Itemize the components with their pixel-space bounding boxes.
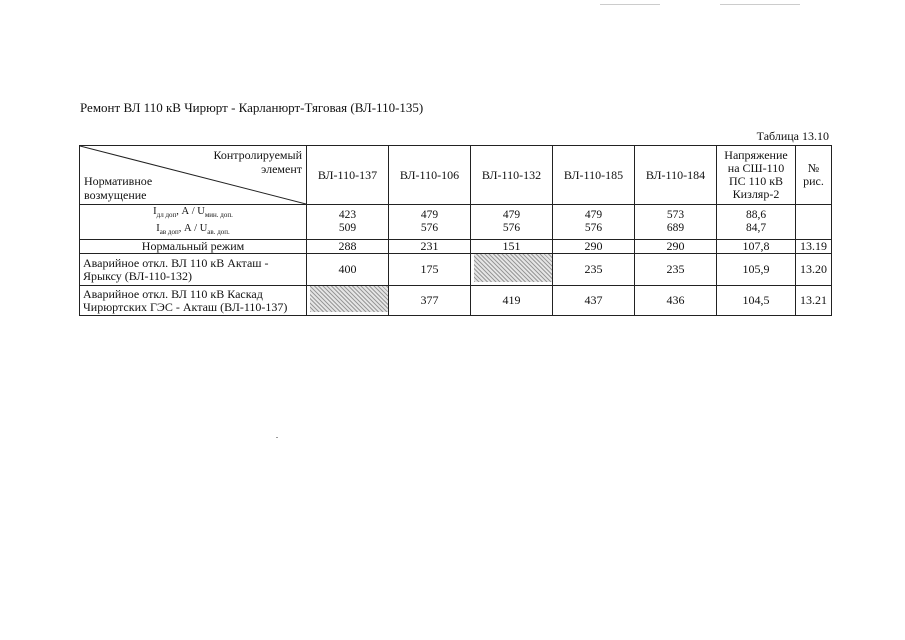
value-cell: 151 (471, 240, 553, 254)
limit-cell (796, 205, 832, 240)
limit-cell: 573 689 (635, 205, 717, 240)
value-cell: 400 (307, 254, 389, 286)
corner-header-cell (80, 146, 307, 205)
value-cell: 290 (553, 240, 635, 254)
column-header-1: ВЛ-110-137 (307, 146, 389, 205)
column-header-4: ВЛ-110-185 (553, 146, 635, 205)
table-row (80, 240, 832, 254)
header-row (80, 146, 832, 205)
noise-patch (474, 254, 552, 282)
document-title: Ремонт ВЛ 110 кВ Чирюрт - Карланюрт-Тяговая (ВЛ-110-135) (80, 100, 424, 115)
obscured-cell (307, 286, 389, 316)
value-cell: 107,8 (717, 240, 796, 254)
results-table (79, 145, 832, 316)
value-cell: 175 (389, 254, 471, 286)
obscured-cell (471, 254, 553, 286)
figure-cell: 13.20 (796, 254, 832, 286)
scan-speck (276, 437, 278, 438)
controlled-element-label: Контролируемый элемент (213, 148, 302, 176)
limits-label-cell: $I_{дл доп}$, А / $U_{мин. доп.}$ $I_{ав доп}$, А / $U_{ав. доп.}$ (80, 205, 307, 240)
column-header-3: ВЛ-110-132 (471, 146, 553, 205)
limit-cell: 479 576 (553, 205, 635, 240)
value-cell: 419 (471, 286, 553, 316)
row-label: Нормальный режим (80, 240, 307, 254)
column-header-2: ВЛ-110-106 (389, 146, 471, 205)
figure-cell: 13.21 (796, 286, 832, 316)
scan-speck (720, 4, 800, 5)
row-label: Аварийное откл. ВЛ 110 кВ Каскад Чирюртских ГЭС - Акташ (ВЛ-110-137) (80, 286, 307, 316)
figure-column-header: № рис. (796, 146, 832, 205)
limit-cell: 479 576 (471, 205, 553, 240)
table-row (80, 286, 832, 316)
limit-cell: 88,6 84,7 (717, 205, 796, 240)
value-cell: 105,9 (717, 254, 796, 286)
limits-row (80, 205, 832, 240)
table-row (80, 254, 832, 286)
value-cell: 377 (389, 286, 471, 316)
limit-cell: 423 509 (307, 205, 389, 240)
row-label: Аварийное откл. ВЛ 110 кВ Акташ - Ярыксу (ВЛ-110-132) (80, 254, 307, 286)
noise-patch (310, 286, 388, 312)
value-cell: 235 (553, 254, 635, 286)
value-cell: 437 (553, 286, 635, 316)
scan-speck (600, 4, 660, 5)
value-cell: 288 (307, 240, 389, 254)
table-number: Таблица 13.10 (756, 129, 829, 143)
voltage-column-header: Напряжение на СШ-110 ПС 110 кВ Кизляр-2 (717, 146, 796, 205)
value-cell: 231 (389, 240, 471, 254)
limit-cell: 479 576 (389, 205, 471, 240)
value-cell: 235 (635, 254, 717, 286)
normative-disturbance-label: Нормативное возмущение (84, 174, 153, 202)
value-cell: 104,5 (717, 286, 796, 316)
column-header-5: ВЛ-110-184 (635, 146, 717, 205)
value-cell: 290 (635, 240, 717, 254)
value-cell: 436 (635, 286, 717, 316)
figure-cell: 13.19 (796, 240, 832, 254)
